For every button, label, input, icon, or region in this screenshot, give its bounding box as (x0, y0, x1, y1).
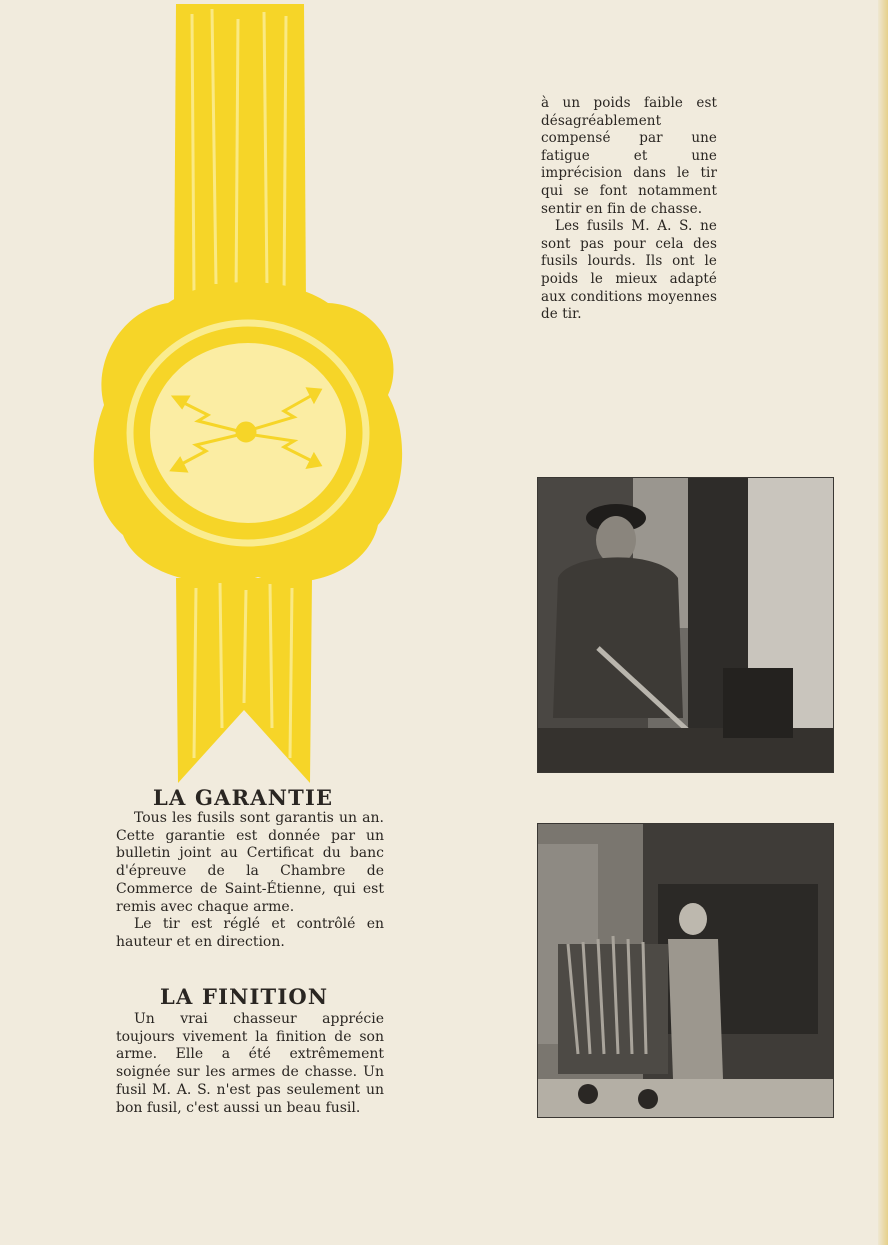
top-paragraph-1: à un poids faible est désagréablement compensé par une fatigue et une imprécision dans le tir qui se font notamment sentir en fin de chasse. (541, 95, 717, 217)
top-column-text (541, 95, 717, 324)
finition-text (116, 1011, 384, 1117)
paper-edge (878, 0, 888, 1245)
ribbon-top (172, 4, 308, 304)
top-paragraph-2: Les fusils M. A. S. ne sont pas pour cela des fusils lourds. Ils ont le poids le mieux adapté aux conditions moyennes de tir. (541, 218, 717, 323)
garantie-paragraph-1: Tous les fusils sont garantis un an. Cette garantie est donnée par un bulletin joint au Certificat du banc d'épreuve de la Chambre de Commerce de Saint-Étienne, qui est remis avec chaque arme. (116, 810, 384, 915)
heading-garantie: LA GARANTIE (153, 785, 334, 810)
garantie-text (116, 810, 384, 952)
finition-paragraph-1: Un vrai chasseur apprécie toujours vivement la finition de son arme. Elle a été extrêmement soignée sur les armes de chasse. Un fusil M. A. S. n'est pas seulement un bon fusil, c'est aussi un beau fusil. (116, 1011, 384, 1116)
photo-worker-with-shotgun (538, 478, 833, 772)
ribbon-bottom (174, 578, 316, 788)
wax-seal-with-lightning-arrows-icon (88, 275, 410, 590)
photo-worker-with-gun-rack (538, 824, 833, 1117)
garantie-paragraph-2: Le tir est réglé et contrôlé en hauteur et en direction. (116, 916, 384, 950)
heading-finition: LA FINITION (160, 984, 329, 1009)
